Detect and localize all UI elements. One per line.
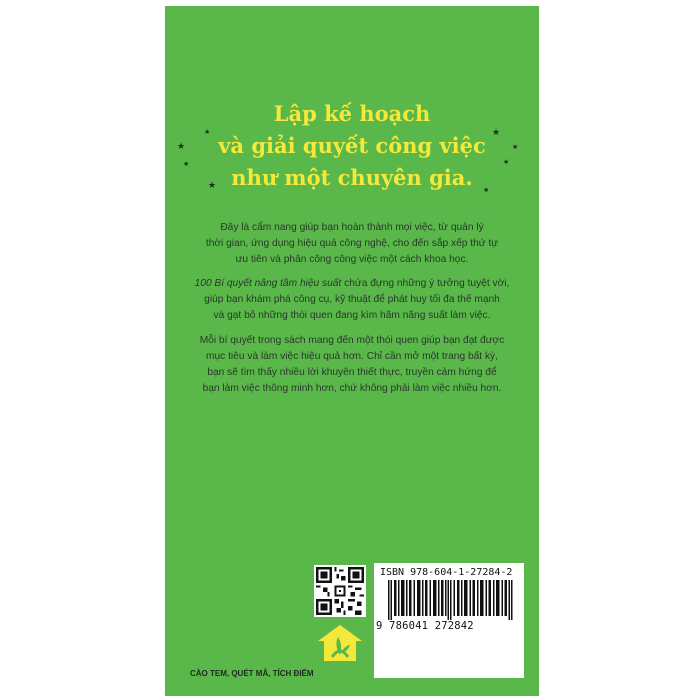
book-title-italic: 100 Bí quyết nâng tầm hiệu suất xyxy=(194,278,342,289)
paragraph-3-line-4: bạn làm việc thông minh hơn, chứ không phải làm việc nhiều hơn. xyxy=(202,383,502,394)
paragraph-2-line-2: giúp bạn khám phá công cụ, kỹ thuật để phát huy tối đa thế mạnh xyxy=(204,294,500,305)
star-icon: ★ xyxy=(183,160,190,168)
star-icon: ★ xyxy=(503,158,510,166)
headline-line-2: và giải quyết công việc xyxy=(218,133,486,158)
star-icon: ★ xyxy=(177,141,186,151)
isbn-text: ISBN 978-604-1-27284-2 xyxy=(380,567,513,578)
isbn-barcode-label xyxy=(374,563,524,678)
paragraph-2-line-1-rest: chứa đựng những ý tưởng tuyệt vời, xyxy=(341,278,510,289)
paragraph-3-line-2: mục tiêu và làm việc hiệu quả hơn. Chỉ cần mở một trang bất kỳ, xyxy=(206,351,498,362)
description-paragraph-3 xyxy=(181,333,523,397)
headline-line-1: Lập kế hoạch xyxy=(273,101,431,126)
star-icon: ★ xyxy=(483,186,490,194)
publisher-logo-icon xyxy=(316,623,364,665)
paragraph-2-line-1 xyxy=(181,276,523,292)
scratch-scan-note: CÀO TEM, QUÉT MÃ, TÍCH ĐIỂM xyxy=(190,669,314,678)
paragraph-2-line-3: và gạt bỏ những thói quen đang kìm hãm năng suất làm việc. xyxy=(213,310,491,321)
qr-code-icon[interactable] xyxy=(314,565,366,617)
description-paragraph-1 xyxy=(181,220,523,268)
paragraph-3-line-1: Mỗi bí quyết trong sách mang đến một thói quen giúp bạn đạt được xyxy=(199,335,505,346)
star-icon: ★ xyxy=(204,128,211,136)
paragraph-1-line-2: thời gian, ứng dụng hiệu quả công nghệ, cho đến sắp xếp thứ tự xyxy=(205,238,499,249)
star-icon: ★ xyxy=(512,143,519,151)
barcode-icon xyxy=(380,580,518,620)
publisher-logo-graphic xyxy=(316,623,364,665)
star-icon: ★ xyxy=(208,180,217,190)
qr-code-graphic xyxy=(316,567,364,615)
barcode-number: 9 786041 272842 xyxy=(376,620,474,632)
book-back-cover xyxy=(165,6,539,696)
star-icon: ★ xyxy=(492,127,501,137)
paragraph-3-line-3: bạn sẽ tìm thấy nhiều lời khuyên thiết thực, truyền cảm hứng để xyxy=(207,367,497,378)
headline-line-3: như một chuyên gia. xyxy=(231,165,473,190)
description-paragraph-2 xyxy=(181,276,523,324)
paragraph-1-line-1: Đây là cẩm nang giúp bạn hoàn thành mọi việc, từ quản lý xyxy=(220,222,484,233)
cover-headline xyxy=(165,98,539,194)
paragraph-1-line-3: ưu tiên và phân công công việc một cách khoa học. xyxy=(235,254,469,265)
